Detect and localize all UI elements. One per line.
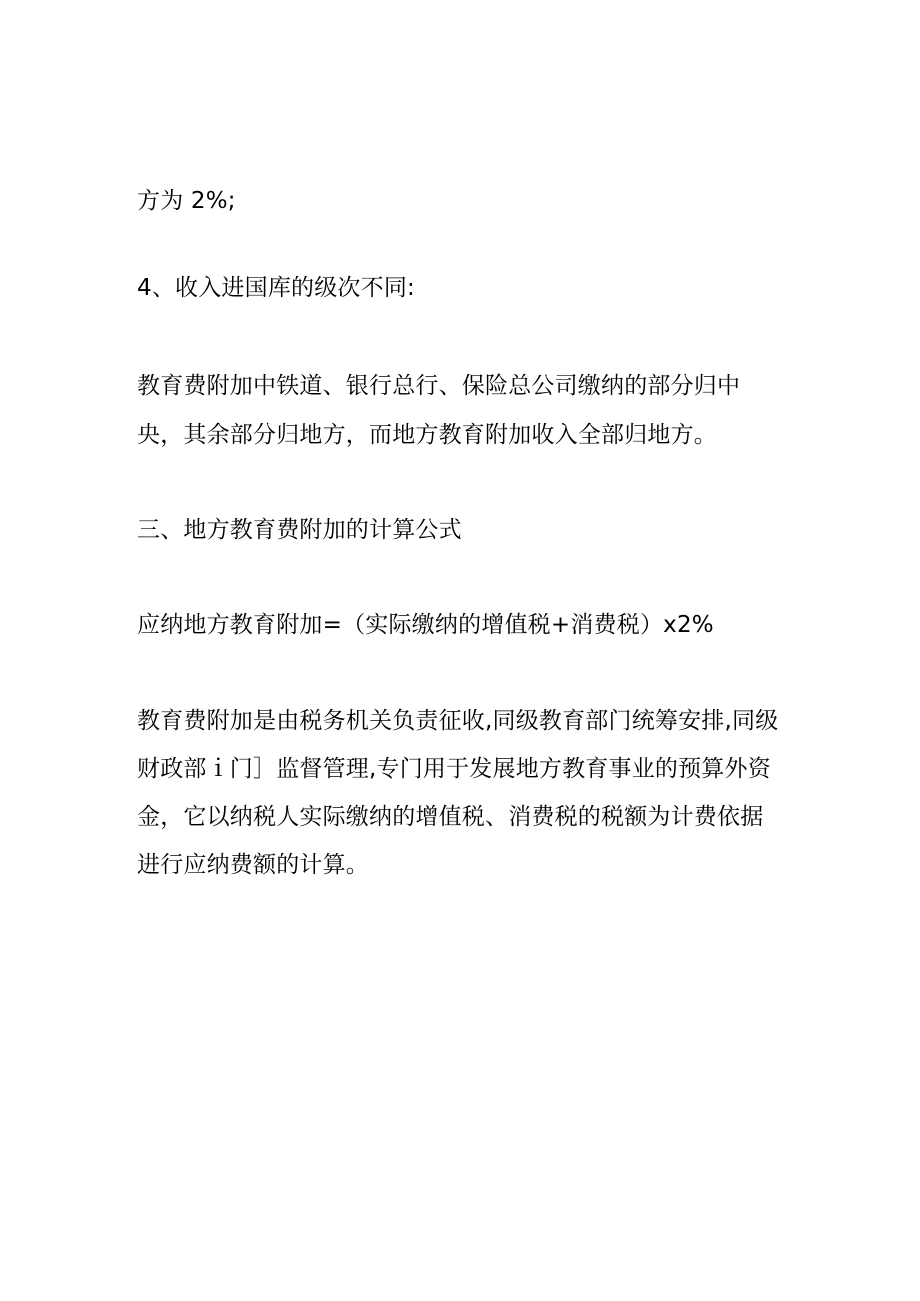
paragraph-description-line-3: 金，它以纳税人实际缴纳的增值税、消费税的税额为计费依据 [137,804,764,830]
paragraph-description-line-2: 财政部ｉ门］监督管理,专门用于发展地方教育事业的预算外资 [137,756,771,782]
paragraph-description-line-4: 进行应纳费额的计算。 [137,852,369,878]
section-heading-treasury-level: 4、收入进国库的级次不同: [137,275,415,301]
paragraph-treasury-line-1: 教育费附加中铁道、银行总行、保险总公司缴纳的部分归中 [137,373,741,399]
paragraph-rate-continuation: 方为 2%; [137,188,236,214]
formula-line: 应纳地方教育附加=（实际缴纳的增值税+消费税）x2% [137,612,714,638]
section-heading-formula: 三、地方教育费附加的计算公式 [137,517,462,543]
paragraph-treasury-line-2: 央，其余部分归地方，而地方教育附加收入全部归地方。 [137,422,717,448]
paragraph-description-line-1: 教育费附加是由税务机关负责征收,同级教育部门统筹安排,同级 [137,708,779,734]
